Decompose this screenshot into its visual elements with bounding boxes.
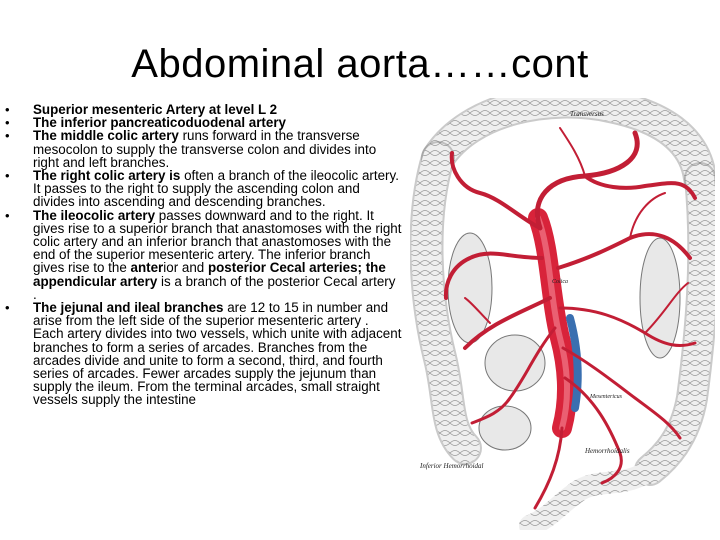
bullet-text: is a branch of the posterior Cecal artery . (33, 273, 396, 302)
bullet-text: often a branch of the ileocolic artery. It passes to the right to supply the ascending colon and divides into ascending and descending branches. (33, 168, 399, 210)
bullet-item (2, 129, 402, 169)
figure-label-mid: Colica (552, 279, 568, 285)
bullet-text: passes downward and to the right. It gives rise to a superior branch that anastomoses with the right colic artery and an inferior branch that anastomoses with the end of the superior mesenteric artery. The inferior branch gives rise to the (33, 207, 402, 276)
figure-label-br1: Mesentericus (590, 394, 622, 400)
bullet-marker: • (5, 128, 10, 144)
bullet-text: ior and (163, 260, 208, 276)
bullet-bold-text: The right colic artery is (33, 168, 181, 184)
bullet-item (2, 301, 402, 407)
bullet-bold-text: Superior mesenteric Artery at level L 2 (33, 102, 278, 117)
slide-title: Abdominal aorta……cont (131, 42, 589, 86)
bullet-bold-text: posterior Cecal arteries; the appendicular artery (33, 260, 386, 289)
bullet-marker: • (5, 300, 10, 316)
bullet-list (2, 103, 402, 407)
bullet-text: are 12 to 15 in number and arise from the left side of the superior mesenteric artery . Each artery divides into two vessels, which unite with adjacent branches to form a series of arcades. Branches from the arcades divide and unite to form a second, third, and fourth series of arcades. Fewer arcades supply the jejunum than supply the ileum. From the terminal arcades, small straight vessels supply the intestine (33, 300, 402, 408)
figure-label-bottom: Inferior Hemorrhoidal (420, 462, 484, 470)
bullet-bold-text: The jejunal and ileal branches (33, 300, 224, 316)
bullet-marker: • (5, 115, 10, 131)
mesenteric-artery-illustration (410, 98, 715, 530)
bullet-item (2, 169, 402, 209)
figure-label-top: Transversus (570, 110, 604, 118)
figure-label-br2: Hemorrhoidalis (585, 447, 630, 455)
bullet-bold-text: The ileocolic artery (33, 207, 156, 223)
bullet-item (2, 209, 402, 301)
bullet-text: runs forward in the transverse mesocolon to supply the transverse colon and divides into right and left branches. (33, 128, 377, 170)
sigmoid-colon (530, 470, 650, 526)
bullet-bold-text: The inferior pancreaticoduodenal artery (33, 115, 286, 131)
bullet-bold-text: The middle colic artery (33, 128, 179, 144)
aorta (538, 218, 567, 428)
bullet-marker: • (5, 168, 10, 184)
bullet-marker: • (5, 102, 10, 117)
middle-colic-artery (537, 133, 637, 228)
bullet-bold-text: anter (130, 260, 164, 276)
bullet-marker: • (5, 207, 10, 223)
